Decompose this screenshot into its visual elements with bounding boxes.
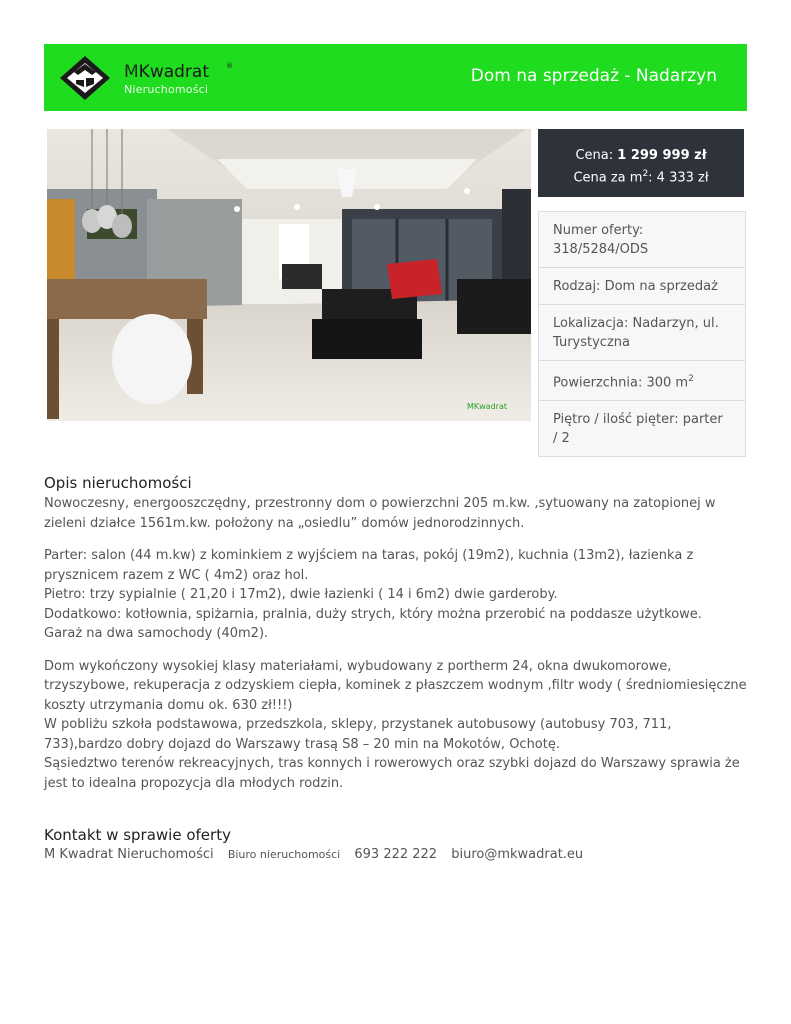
contact-email[interactable]: biuro@mkwadrat.eu (451, 847, 584, 862)
photo-watermark: MKwadrat (467, 402, 507, 411)
description-title: Opis nieruchomości (44, 474, 192, 492)
detail-offer-number: Numer oferty: 318/5284/ODS (539, 212, 745, 268)
header-banner (44, 44, 747, 111)
mkwadrat-logo-icon (58, 54, 112, 102)
living-room-image (47, 129, 531, 421)
contact-role: Biuro nieruchomości (227, 848, 341, 861)
contact-phone[interactable]: 693 222 222 (354, 847, 438, 862)
price-line: Cena: 1 299 999 zł (575, 148, 707, 163)
price-per-m2-line: Cena za $m^2$: 4 333 zł (573, 169, 709, 186)
page-title: Dom na sprzedaż - Nadarzyn (470, 66, 717, 86)
brand-name: MKwadrat (124, 62, 210, 82)
description-paragraph: Nowoczesny, energooszczędny, przestronny dom o powierzchni 205 m.kw. ,sytuowany na zatopionej w zieleni działce 1561m.kw. położony na „osiedlu” domów jednorodzinnych. (44, 496, 716, 531)
contact-title: Kontakt w sprawie oferty (44, 826, 231, 844)
description-paragraph: Dom wykończony wysokiej klasy materiałami, wybudowany z portherm 24, okna dwukomorowe, trzyszybowe, rekuperacja z odzyskiem ciepła, kominek z płaszczem wodnym ,filtr wody ( średniomiesięczne koszty utrzymania domu ok. 630 zł!!!) W pobliżu szkoła podstawowa, przedszkola, sklepy, przystanek autobusowy (autobusy 703, 711, 733),bardzo dobry dojazd do Warszawy trasą S8 – 20 min na Mokotów, Ochotę. Sąsiedztwo terenów rekreacyjnych, tras konnych i rowerowych oraz szybki dojazd do Warszawy sprawia że jest to idealna propozycja dla młodych rodzin. (44, 658, 747, 791)
detail-area: Powierzchnia: 300 $m^2$ (539, 361, 745, 401)
description-paragraph: Parter: salon (44 m.kw) z kominkiem z wyjściem na taras, pokój (19m2), kuchnia (13m2), łazienka z prysznicem razem z WC ( 4m2) oraz hol. Pietro: trzy sypialnie ( 21,20 i 17m2), dwie łazienki ( 14 i 6m2) dwie garderoby. Dodatkowo: kotłownia, spiżarnia, pralnia, duży strych, który można przerobić na poddasze użytkowe. Garaż na dwa samochody (40m2). (44, 548, 702, 641)
detail-location: Lokalizacja: Nadarzyn, ul. Turystyczna (539, 305, 745, 361)
price-box (538, 129, 744, 197)
details-table (538, 211, 746, 457)
contact-info (44, 847, 593, 862)
description-body (44, 494, 749, 806)
price-value: 1 299 999 zł (617, 148, 707, 163)
brand-registered-mark: ® (226, 62, 233, 70)
detail-floor: Piętro / ilość pięter: parter / 2 (553, 412, 723, 447)
detail-type: Rodzaj: Dom na sprzedaż (539, 268, 745, 305)
brand-logo (58, 52, 233, 104)
contact-company: M Kwadrat Nieruchomości (44, 847, 214, 862)
property-photo (47, 129, 531, 421)
brand-subtitle: Nieruchomości (124, 83, 209, 96)
